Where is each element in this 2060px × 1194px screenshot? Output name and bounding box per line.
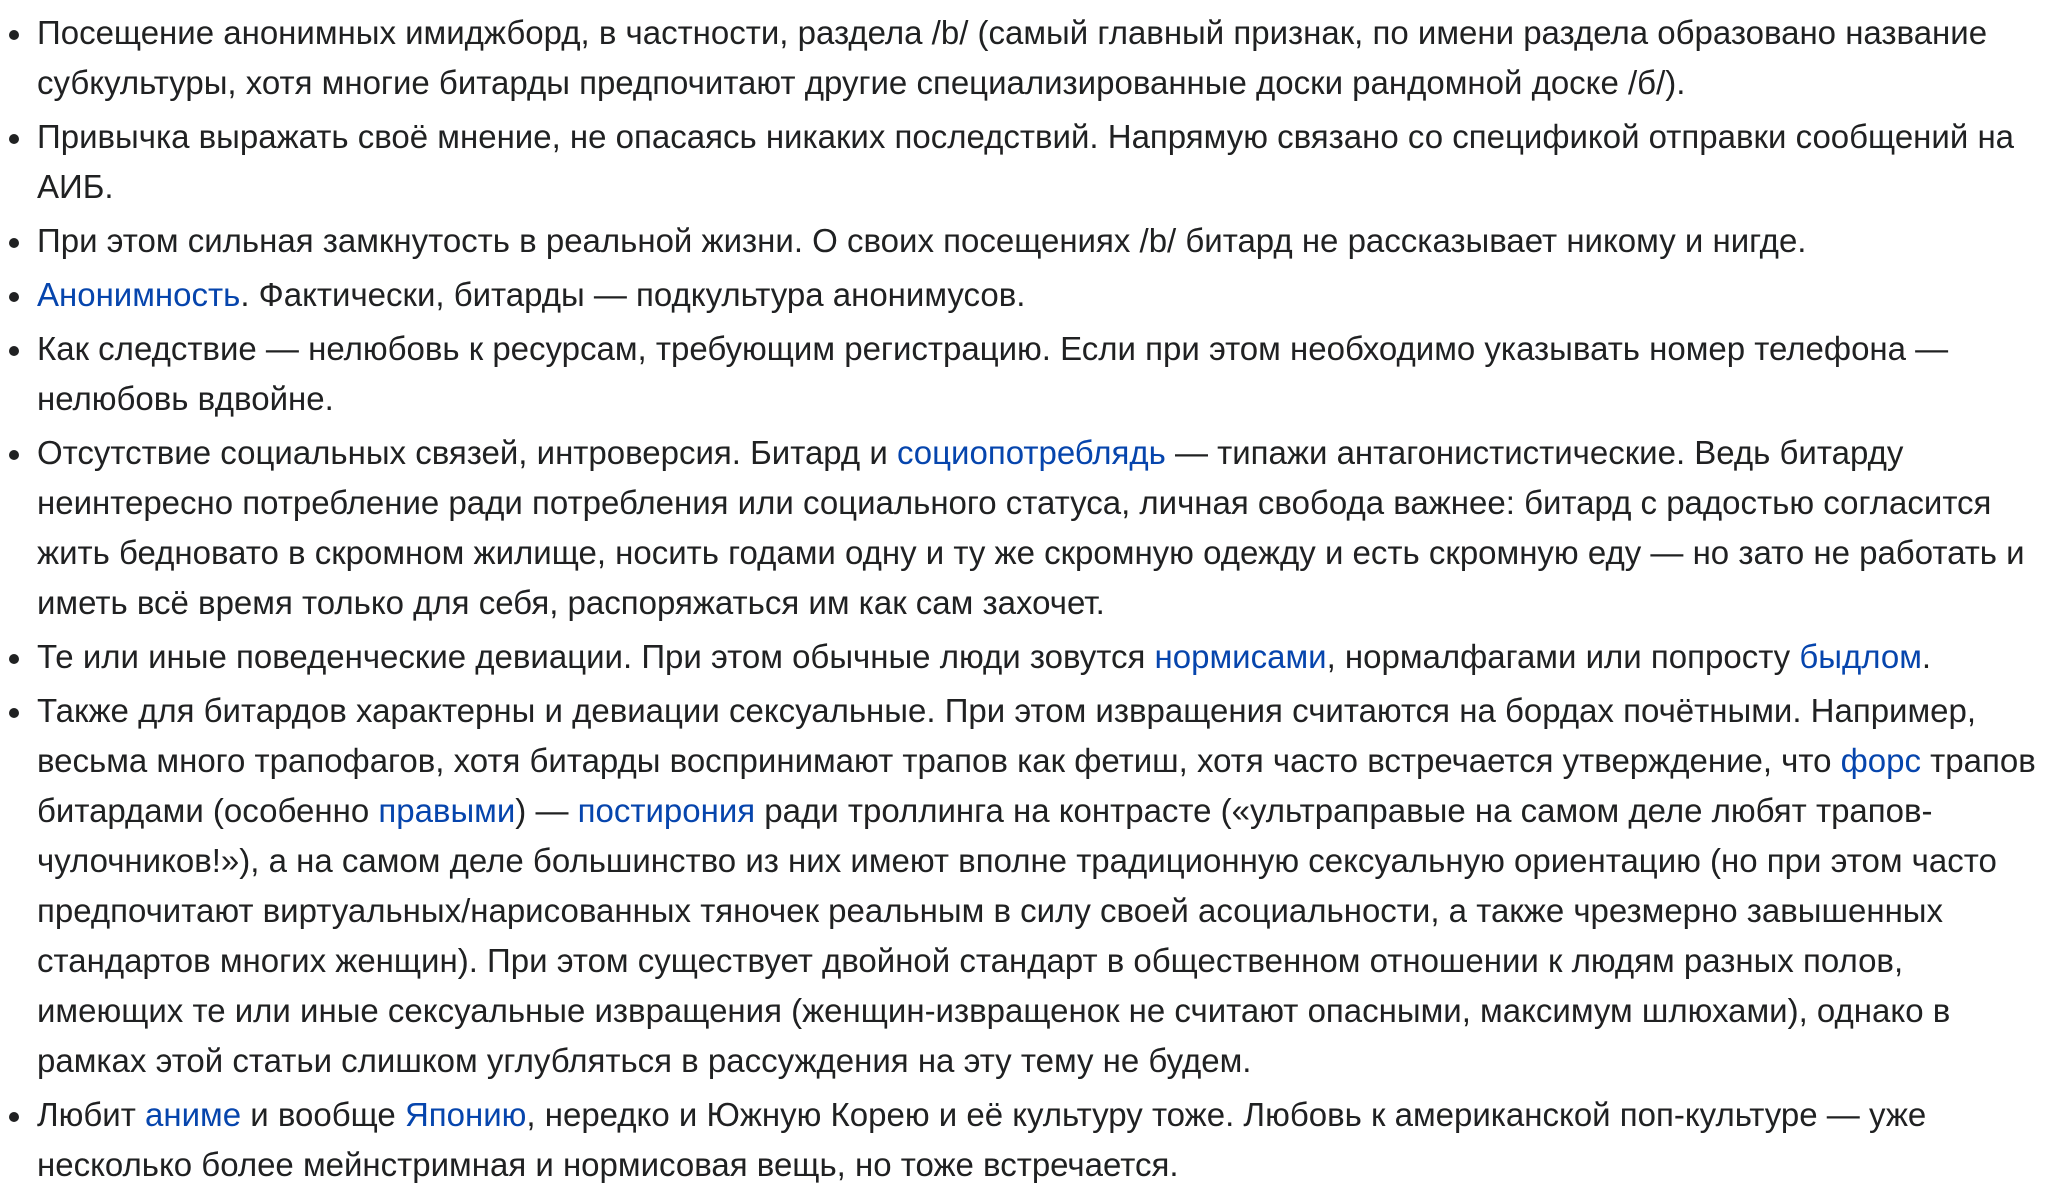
wiki-link[interactable]: быдлом <box>1799 638 1922 675</box>
bullet-dot-icon <box>9 238 19 248</box>
bullet-dot-icon <box>9 30 19 40</box>
bullet-dot-icon <box>9 134 19 144</box>
text-segment: ) — <box>515 792 578 829</box>
wiki-link[interactable]: правыми <box>378 792 516 829</box>
wiki-link[interactable]: постирония <box>577 792 756 829</box>
bullet-dot-icon <box>9 708 19 718</box>
list-item <box>0 270 2060 320</box>
bullet-list <box>0 8 2060 1190</box>
text-segment: Любит <box>37 1096 146 1133</box>
text-segment: Отсутствие социальных связей, интроверсия. Битард и <box>37 434 897 471</box>
list-item <box>0 632 2060 682</box>
text-segment: — типажи антагонистистические. Ведь битарду неинтересно потребление ради потребления или социального статуса, личная свобода важнее: битард с радостью согласится жить бедновато в скромном жилище, носить годами одну и ту же скромную одежду и есть скромную еду — но зато не работать и иметь всё время только для себя, распоряжаться им как сам захочет. <box>37 434 2025 621</box>
wiki-link[interactable]: нормисами <box>1154 638 1327 675</box>
text-segment: Как следствие — нелюбовь к ресурсам, требующим регистрацию. Если при этом необходимо указывать номер телефона — нелюбовь вдвойне. <box>37 330 1949 417</box>
article-body <box>0 8 2060 1194</box>
text-segment: трапов битардами (особенно <box>37 742 2036 829</box>
list-item <box>0 1090 2060 1190</box>
list-item <box>0 428 2060 628</box>
text-segment: Те или иные поведенческие девиации. При этом обычные люди зовутся <box>37 638 1155 675</box>
list-item <box>0 216 2060 266</box>
text-segment: . <box>1921 638 1932 675</box>
wiki-link[interactable]: Японию <box>404 1096 527 1133</box>
wiki-link[interactable]: форс <box>1840 742 1921 779</box>
text-segment: , нормалфагами или попросту <box>1326 638 1800 675</box>
list-item <box>0 686 2060 1086</box>
wiki-link[interactable]: социопотреблядь <box>896 434 1166 471</box>
text-segment: и вообще <box>241 1096 405 1133</box>
wiki-link[interactable]: аниме <box>145 1096 242 1133</box>
text-segment: Также для битардов характерны и девиации сексуальные. При этом извращения считаются на бордах почётными. Например, весьма много трапофагов, хотя битарды воспринимают трапов как фетиш, хотя часто встречается утверждение, что <box>37 692 1977 779</box>
bullet-dot-icon <box>9 1112 19 1122</box>
wiki-link[interactable]: Анонимность <box>37 276 241 313</box>
text-segment: Посещение анонимных имиджборд, в частности, раздела /b/ (самый главный признак, по имени раздела образовано название субкультуры, хотя многие битарды предпочитают другие специализированные доски рандомной доске /б/). <box>37 14 1988 101</box>
list-item <box>0 324 2060 424</box>
text-segment: , нередко и Южную Корею и её культуру тоже. Любовь к американской поп-культуре — уже несколько более мейнстримная и нормисовая вещь, но тоже встречается. <box>37 1096 1927 1183</box>
list-item <box>0 112 2060 212</box>
text-segment: . Фактически, битарды — подкультура анонимусов. <box>240 276 1026 313</box>
text-segment: Привычка выражать своё мнение, не опасаясь никаких последствий. Напрямую связано со спецификой отправки сообщений на АИБ. <box>37 118 2015 205</box>
bullet-dot-icon <box>9 292 19 302</box>
text-segment: При этом сильная замкнутость в реальной жизни. О своих посещениях /b/ битард не рассказывает никому и нигде. <box>37 222 1807 259</box>
bullet-dot-icon <box>9 346 19 356</box>
bullet-dot-icon <box>9 450 19 460</box>
text-segment: ради троллинга на контрасте («ультраправые на самом деле любят трапов-чулочников!»), а на самом деле большинство из них имеют вполне традиционную сексуальную ориентацию (но при этом часто предпочитают виртуальных/нарисованных тяночек реальным в силу своей асоциальности, а также чрезмерно завышенных стандартов многих женщин). При этом существует двойной стандарт в общественном отношении к людям разных полов, имеющих те или иные сексуальные извращения (женщин-извращенок не считают опасными, максимум шлюхами), однако в рамках этой статьи слишком углубляться в рассуждения на эту тему не будем. <box>37 792 1997 1079</box>
list-item <box>0 8 2060 108</box>
bullet-dot-icon <box>9 654 19 664</box>
